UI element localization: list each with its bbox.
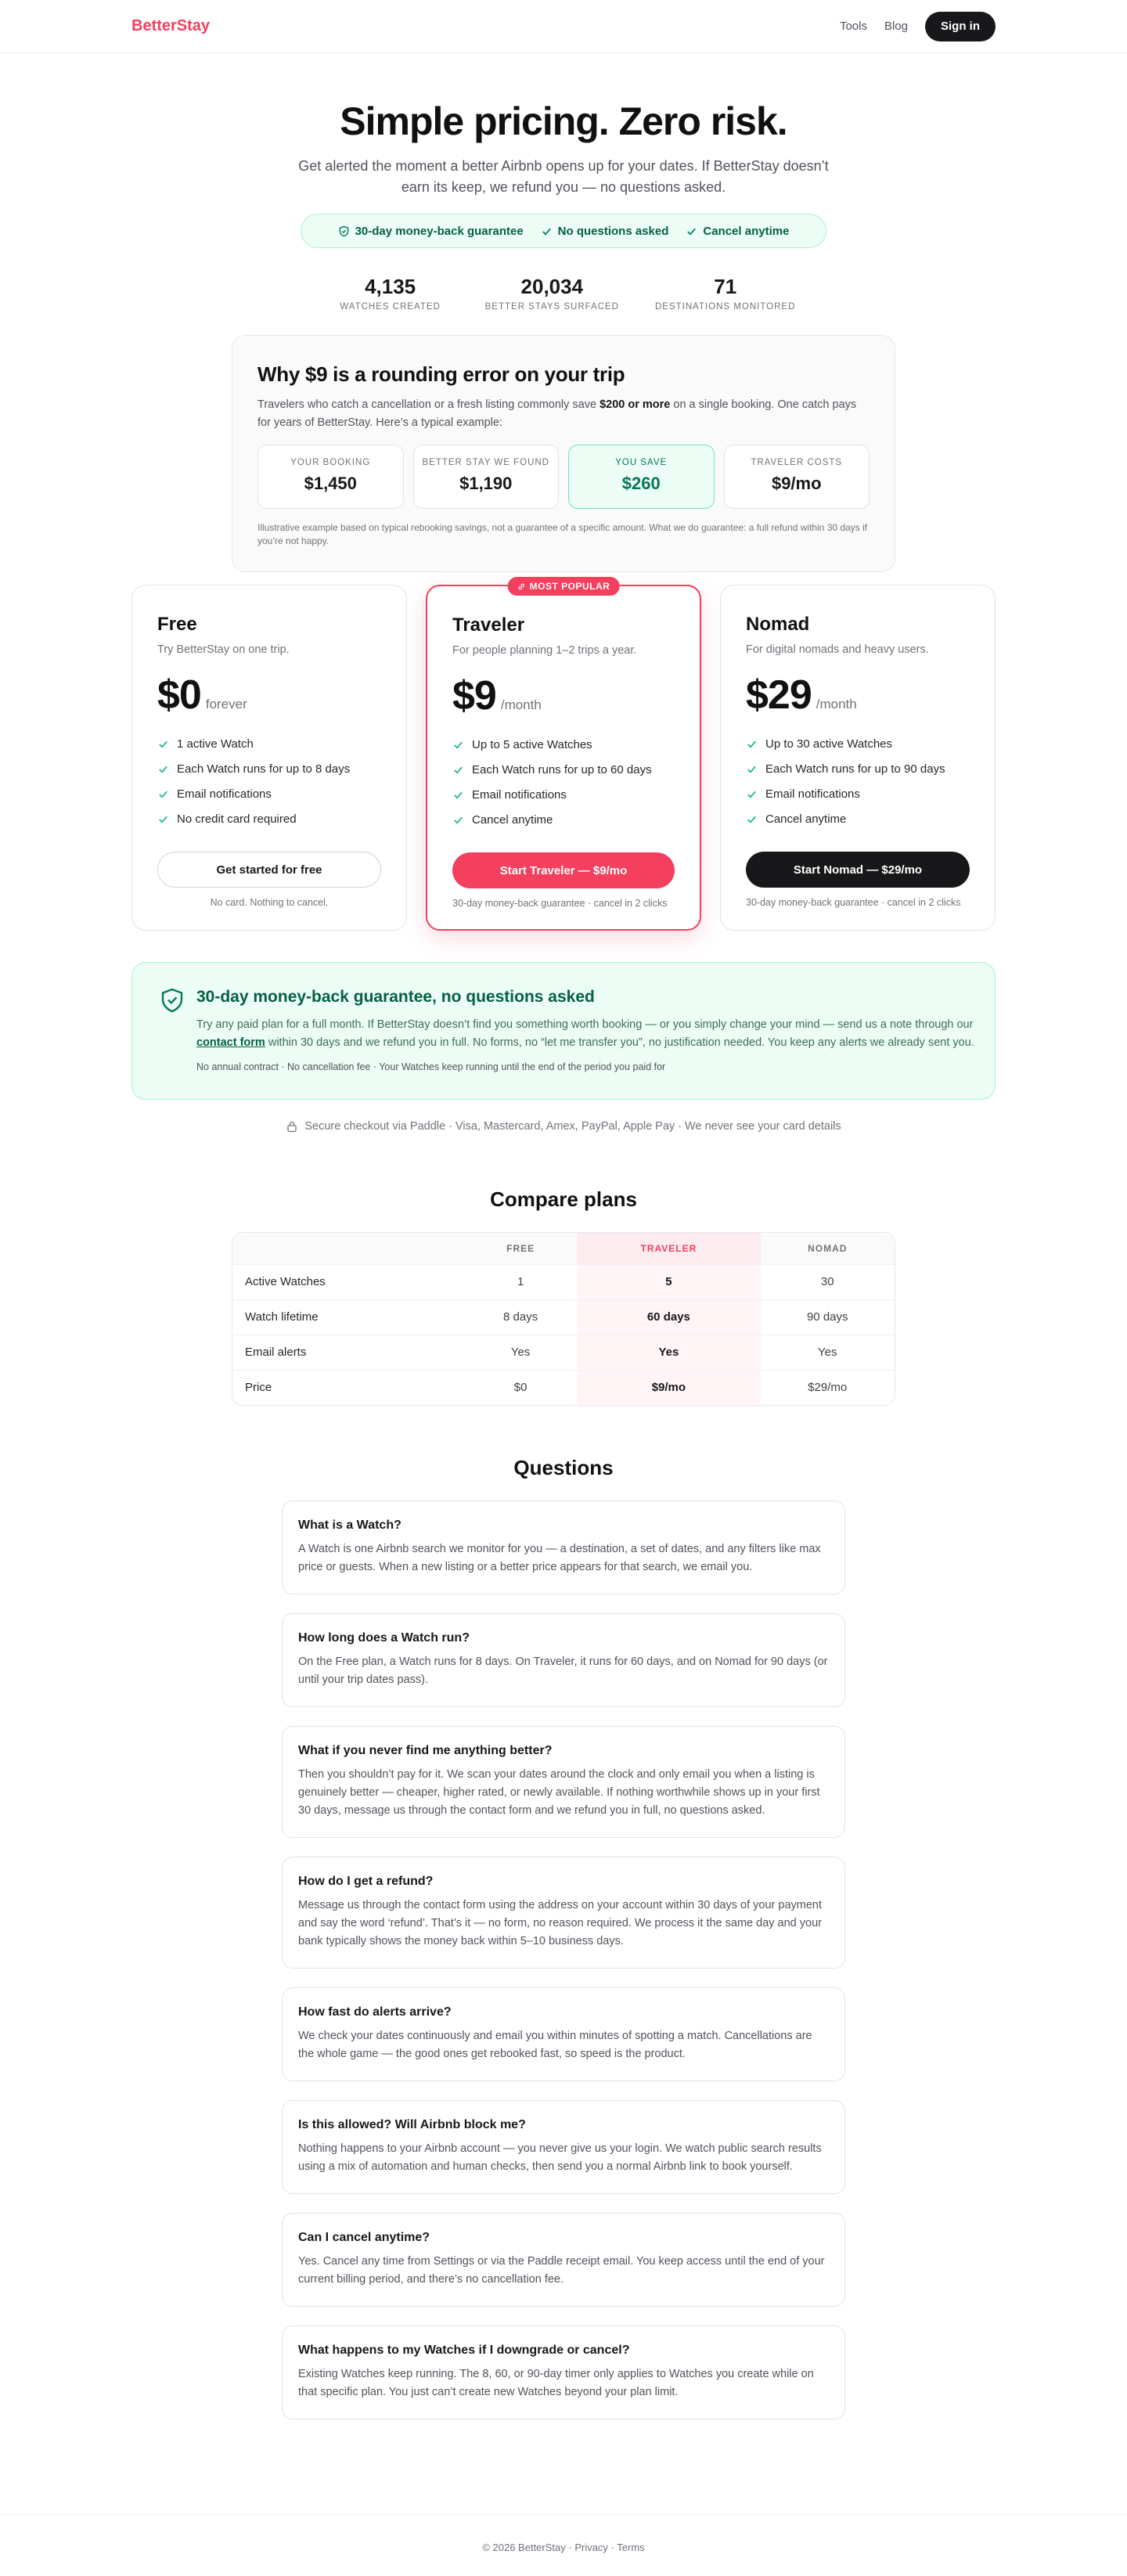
stat-label: DESTINATIONS MONITORED — [655, 302, 796, 312]
table-cell: 5 — [577, 1264, 760, 1299]
feature-item: Cancel anytime — [746, 806, 970, 831]
pricing-plans — [131, 581, 996, 931]
plan-tagline: For digital nomads and heavy users. — [746, 643, 929, 656]
table-cell: Yes — [577, 1335, 760, 1370]
feature-item: Email notifications — [452, 782, 675, 807]
footer-copyright: © 2026 BetterStay — [482, 2542, 566, 2553]
check-icon — [157, 813, 169, 825]
check-icon — [541, 225, 553, 237]
stat-better-stays — [485, 275, 619, 312]
table-cell: Yes — [464, 1335, 577, 1370]
plan-features — [452, 732, 675, 832]
pill-label: No questions asked — [557, 224, 669, 238]
faq-item[interactable] — [282, 1613, 845, 1707]
footer-terms-link[interactable]: Terms — [617, 2542, 645, 2553]
footer: © 2026 BetterStay · Privacy · Terms — [0, 2514, 1127, 2553]
faq-item[interactable] — [282, 2326, 845, 2419]
faq-item[interactable] — [282, 1726, 845, 1838]
table-header: FREE — [464, 1233, 577, 1264]
why-card-label: BETTER STAY WE FOUND — [422, 458, 549, 467]
table-row — [232, 1335, 895, 1370]
faq-question: Can I cancel anytime? — [298, 2231, 430, 2244]
feature-item: 1 active Watch — [157, 731, 381, 756]
main-nav — [840, 12, 996, 41]
table-cell: 60 days — [577, 1299, 760, 1335]
money-back-body — [196, 988, 979, 1072]
lock-icon — [286, 1120, 298, 1133]
pill-no-questions — [541, 225, 669, 238]
faq-answer: A Watch is one Airbnb search we monitor for you — a destination, a set of dates, and any filters like max price or guests. When a new listing or a better price appears for that search, we email you. — [298, 1543, 821, 1573]
pill-label: 30-day money-back guarantee — [355, 224, 524, 238]
nav-link-blog[interactable]: Blog — [884, 20, 908, 33]
stat-label: BETTER STAYS SURFACED — [484, 302, 619, 312]
stat-value: 4,135 — [365, 275, 416, 298]
price-unit: /month — [816, 697, 857, 712]
table-cell: Active Watches — [232, 1264, 464, 1299]
shield-icon — [160, 988, 184, 1072]
faq-question: How do I get a refund? — [298, 1875, 434, 1888]
plan-card-nomad — [720, 585, 996, 931]
shield-icon — [338, 225, 350, 237]
table-header: NOMAD — [761, 1233, 895, 1264]
get-started-free-button[interactable]: Get started for free — [157, 852, 381, 888]
table-cell: 30 — [761, 1264, 895, 1299]
plan-price — [157, 672, 381, 719]
feature-item: Each Watch runs for up to 90 days — [746, 756, 970, 781]
plan-price — [746, 672, 970, 719]
check-icon — [157, 788, 169, 800]
faq-item[interactable] — [282, 1987, 845, 2081]
check-icon — [686, 225, 697, 237]
money-back-guarantee — [131, 962, 996, 1100]
check-icon — [746, 738, 758, 750]
faq-answer: Then you shouldn’t pay for it. We scan your dates around the clock and only email you when a listing is genuinely better — cheaper, higher rated, or newly available. If nothing worthwhile shows up in your first 30 days, message us through the contact form and we refund you in full, no questions asked. — [298, 1768, 820, 1817]
most-popular-badge: MOST POPULAR — [508, 577, 620, 596]
why-card-value: $9/mo — [771, 474, 822, 493]
price-amount: $9 — [452, 673, 496, 719]
faq-answer: On the Free plan, a Watch runs for 8 days. On Traveler, it runs for 60 days, and on Nomad for 90 days (or until your trip dates pass). — [298, 1655, 828, 1686]
faq-question: What is a Watch? — [298, 1519, 401, 1532]
why-card-value: $1,190 — [459, 474, 513, 493]
check-icon — [157, 763, 169, 775]
table-cell: 8 days — [464, 1299, 577, 1335]
feature-item: Cancel anytime — [452, 807, 675, 832]
money-back-text: Try any paid plan for a full month. If BetterStay doesn’t find you something worth booking — or you simply change your mind — send us a note through our contact form within 30 days and we refund you in full. No forms, no “let me transfer you”, no justification needed. You keep any alerts we already sent you. — [196, 1018, 974, 1049]
faq-item[interactable] — [282, 1857, 845, 1969]
check-icon — [452, 764, 464, 776]
table-cell: Yes — [761, 1335, 895, 1370]
pill-label: Cancel anytime — [703, 224, 790, 238]
start-traveler-button[interactable]: Start Traveler — $9/mo — [452, 852, 675, 888]
table-cell: Email alerts — [232, 1335, 464, 1370]
check-icon — [452, 814, 464, 826]
faq-answer: We check your dates continuously and email you within minutes of spotting a match. Cancellations are the whole game — the good ones get rebooked fast, so speed is the product. — [298, 2030, 812, 2060]
plan-tagline: Try BetterStay on one trip. — [157, 643, 290, 656]
money-back-title: 30-day money-back guarantee, no questions asked — [196, 988, 595, 1006]
plan-name: Traveler — [452, 614, 525, 636]
table-cell: $9/mo — [577, 1370, 760, 1405]
link-icon — [517, 582, 526, 591]
pill-money-back — [338, 225, 524, 238]
feature-item: Each Watch runs for up to 60 days — [452, 757, 675, 782]
feature-item: No credit card required — [157, 806, 381, 831]
faq-item[interactable] — [282, 1501, 845, 1594]
stat-destinations — [655, 275, 795, 312]
money-back-terms: No annual contract · No cancellation fee · Your Watches keep running until the end of the period you paid for — [196, 1061, 666, 1072]
stat-value: 71 — [714, 275, 737, 298]
why-card-save — [568, 445, 715, 509]
plan-price — [452, 672, 675, 719]
faq-question: What happens to my Watches if I downgrade or cancel? — [298, 2344, 630, 2357]
why-card-found — [413, 445, 560, 509]
nav-link-tools[interactable]: Tools — [839, 20, 867, 33]
stat-label: WATCHES CREATED — [340, 302, 441, 312]
sign-in-button[interactable]: Sign in — [925, 12, 996, 41]
check-icon — [452, 789, 464, 801]
table-cell: $29/mo — [761, 1370, 895, 1405]
hero-subtitle: Get alerted the moment a better Airbnb opens up for your dates. If BetterStay doesn’t earn its keep, we refund you — no questions asked. — [298, 158, 829, 195]
table-header-row — [232, 1233, 895, 1264]
plan-name: Free — [157, 614, 197, 635]
faq-answer: Message us through the contact form using the address on your account within 30 days of your payment and say the word ‘refund’. That’s it — no form, no reason required. We process it the same day and your bank typically shows the money back within 5–10 business days. — [298, 1899, 822, 1947]
price-unit: forever — [205, 697, 247, 712]
why-title: Why $9 is a rounding error on your trip — [257, 362, 625, 386]
footer-privacy-link[interactable]: Privacy — [574, 2542, 608, 2553]
table-header — [232, 1233, 464, 1264]
compare-table — [232, 1232, 895, 1406]
table-cell: 90 days — [761, 1299, 895, 1335]
feature-item: Email notifications — [157, 781, 381, 806]
why-card-label: YOUR BOOKING — [290, 458, 371, 467]
faq-answer: Nothing happens to your Airbnb account — you never give us your login. We watch public search results using a mix of automation and human checks, then send you a normal Airbnb link to book yourself. — [298, 2142, 822, 2173]
price-amount: $0 — [157, 672, 201, 718]
feature-item: Email notifications — [746, 781, 970, 806]
why-disclaimer: Illustrative example based on typical rebooking savings, not a guarantee of a specific amount. What we do guarantee: a full refund within 30 days if you’re not happy. — [257, 522, 868, 546]
table-cell: Price — [232, 1370, 464, 1405]
page-title: Simple pricing. Zero risk. — [340, 99, 787, 143]
plan-card-free — [131, 585, 407, 931]
why-cards — [257, 445, 870, 509]
why-card-value: $260 — [621, 474, 661, 493]
table-row — [232, 1299, 895, 1335]
plan-card-traveler — [426, 581, 701, 931]
top-bar — [0, 0, 1127, 53]
why-lead-highlight: $200 or more — [600, 398, 671, 411]
price-unit: /month — [500, 697, 542, 712]
faq-item[interactable] — [282, 2100, 845, 2194]
check-icon — [452, 739, 464, 751]
feature-item: Each Watch runs for up to 8 days — [157, 756, 381, 781]
table-cell: Watch lifetime — [232, 1299, 464, 1335]
why-card-label: TRAVELER COSTS — [751, 458, 843, 467]
stat-value: 20,034 — [520, 275, 584, 298]
contact-form-link[interactable]: contact form — [196, 1036, 265, 1049]
check-icon — [746, 813, 758, 825]
why-card-label: YOU SAVE — [615, 458, 668, 467]
compare-title: Compare plans — [490, 1187, 637, 1211]
faq-question: How fast do alerts arrive? — [298, 2005, 452, 2019]
faq-answer: Yes. Cancel any time from Settings or via the Paddle receipt email. You keep access until the end of your current billing period, and there’s no cancellation fee. — [298, 2255, 825, 2286]
table-cell: 1 — [464, 1264, 577, 1299]
price-amount: $29 — [746, 672, 812, 718]
faq-list — [282, 1501, 845, 2419]
plan-footnote: 30-day money-back guarantee · cancel in 2 clicks — [746, 897, 961, 908]
table-row — [232, 1264, 895, 1299]
hero — [0, 53, 1127, 312]
faq-answer: Existing Watches keep running. The 8, 60, or 90-day timer only applies to Watches you create while on that specific plan. You just can’t create new Watches beyond your plan limit. — [298, 2368, 814, 2398]
plan-footnote: No card. Nothing to cancel. — [210, 897, 329, 908]
stat-watches — [332, 275, 449, 312]
guarantee-pill — [301, 214, 826, 248]
faq-question: Is this allowed? Will Airbnb block me? — [298, 2118, 526, 2131]
why-box — [232, 335, 895, 572]
why-card-booking — [257, 445, 404, 509]
faq-question: How long does a Watch run? — [298, 1631, 470, 1645]
plan-features — [157, 731, 381, 831]
table-row — [232, 1370, 895, 1405]
faq-item[interactable] — [282, 2213, 845, 2307]
check-icon — [746, 763, 758, 775]
pill-cancel-anytime — [686, 225, 789, 238]
why-card-cost — [724, 445, 870, 509]
feature-item: Up to 30 active Watches — [746, 731, 970, 756]
plan-footnote: 30-day money-back guarantee · cancel in 2 clicks — [452, 898, 668, 909]
brand-logo[interactable]: BetterStay — [131, 17, 211, 34]
plan-features — [746, 731, 970, 831]
stats-row — [0, 275, 1127, 312]
secure-checkout-note: Secure checkout via Paddle · Visa, Mastercard, Amex, PayPal, Apple Pay · We never see your card details — [0, 1120, 1127, 1133]
start-nomad-button[interactable]: Start Nomad — $29/mo — [746, 852, 970, 888]
check-icon — [746, 788, 758, 800]
plan-name: Nomad — [746, 614, 810, 635]
faq-title: Questions — [513, 1456, 614, 1479]
feature-item: Up to 5 active Watches — [452, 732, 675, 757]
check-icon — [157, 738, 169, 750]
table-header: TRAVELER — [577, 1233, 760, 1264]
why-lead: Travelers who catch a cancellation or a fresh listing commonly save $200 or more on a single booking. One catch pays for years of BetterStay. Here’s a typical example: — [257, 398, 857, 429]
why-card-value: $1,450 — [304, 474, 357, 493]
table-cell: $0 — [464, 1370, 577, 1405]
plan-tagline: For people planning 1–2 trips a year. — [452, 644, 637, 657]
faq-question: What if you never find me anything better? — [298, 1744, 553, 1757]
